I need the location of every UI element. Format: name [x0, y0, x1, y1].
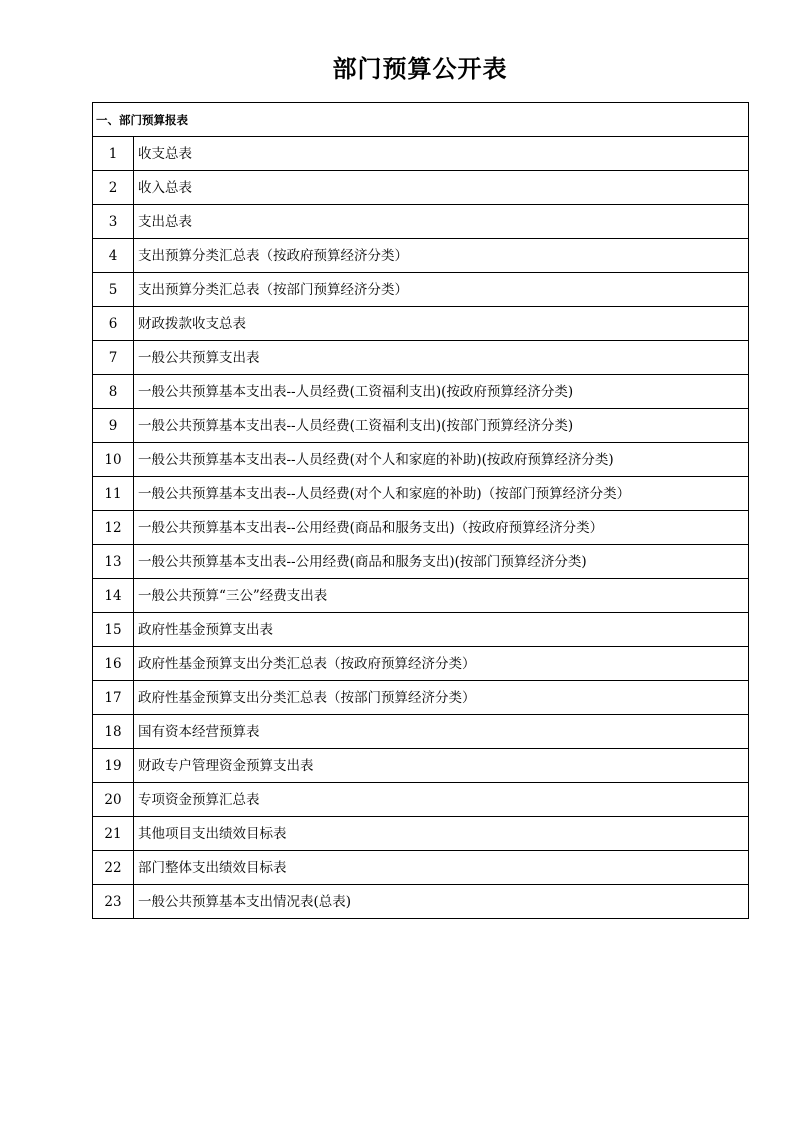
row-number: 9 — [93, 409, 134, 443]
report-catalog-body — [93, 103, 749, 919]
row-number: 16 — [93, 647, 134, 681]
row-number: 6 — [93, 307, 134, 341]
row-number: 13 — [93, 545, 134, 579]
report-name: 一般公共预算基本支出表--人员经费(工资福利支出)(按政府预算经济分类) — [134, 375, 749, 409]
table-row — [93, 545, 749, 579]
row-number: 4 — [93, 239, 134, 273]
report-name: 一般公共预算“三公”经费支出表 — [134, 579, 749, 613]
row-number: 3 — [93, 205, 134, 239]
section-header-row — [93, 103, 749, 137]
table-row — [93, 817, 749, 851]
row-number: 1 — [93, 137, 134, 171]
report-name: 支出预算分类汇总表（按政府预算经济分类） — [134, 239, 749, 273]
report-name: 其他项目支出绩效目标表 — [134, 817, 749, 851]
table-row — [93, 239, 749, 273]
row-number: 18 — [93, 715, 134, 749]
row-number: 10 — [93, 443, 134, 477]
table-row — [93, 137, 749, 171]
row-number: 2 — [93, 171, 134, 205]
table-row — [93, 273, 749, 307]
report-name: 一般公共预算基本支出表--人员经费(对个人和家庭的补助)(按政府预算经济分类) — [134, 443, 749, 477]
table-row — [93, 511, 749, 545]
report-catalog-table — [92, 102, 749, 919]
report-name: 国有资本经营预算表 — [134, 715, 749, 749]
table-row — [93, 443, 749, 477]
section-label: 一、部门预算报表 — [93, 103, 749, 137]
table-row — [93, 885, 749, 919]
report-name: 一般公共预算支出表 — [134, 341, 749, 375]
table-row — [93, 477, 749, 511]
row-number: 23 — [93, 885, 134, 919]
table-row — [93, 749, 749, 783]
table-row — [93, 715, 749, 749]
report-name: 一般公共预算基本支出表--人员经费(工资福利支出)(按部门预算经济分类) — [134, 409, 749, 443]
table-row — [93, 613, 749, 647]
report-name: 支出总表 — [134, 205, 749, 239]
report-name: 一般公共预算基本支出表--公用经费(商品和服务支出)（按政府预算经济分类） — [134, 511, 749, 545]
report-name: 支出预算分类汇总表（按部门预算经济分类） — [134, 273, 749, 307]
table-row — [93, 681, 749, 715]
row-number: 7 — [93, 341, 134, 375]
report-name: 一般公共预算基本支出表--公用经费(商品和服务支出)(按部门预算经济分类) — [134, 545, 749, 579]
table-row — [93, 205, 749, 239]
report-name: 政府性基金预算支出表 — [134, 613, 749, 647]
report-name: 财政拨款收支总表 — [134, 307, 749, 341]
report-name: 政府性基金预算支出分类汇总表（按政府预算经济分类） — [134, 647, 749, 681]
row-number: 5 — [93, 273, 134, 307]
report-name: 一般公共预算基本支出情况表(总表) — [134, 885, 749, 919]
table-row — [93, 409, 749, 443]
row-number: 17 — [93, 681, 134, 715]
report-name: 部门整体支出绩效目标表 — [134, 851, 749, 885]
row-number: 8 — [93, 375, 134, 409]
row-number: 21 — [93, 817, 134, 851]
report-name: 一般公共预算基本支出表--人员经费(对个人和家庭的补助)（按部门预算经济分类） — [134, 477, 749, 511]
row-number: 14 — [93, 579, 134, 613]
row-number: 15 — [93, 613, 134, 647]
table-row — [93, 783, 749, 817]
report-name: 专项资金预算汇总表 — [134, 783, 749, 817]
table-row — [93, 647, 749, 681]
table-row — [93, 375, 749, 409]
report-name: 财政专户管理资金预算支出表 — [134, 749, 749, 783]
report-name: 收支总表 — [134, 137, 749, 171]
row-number: 12 — [93, 511, 134, 545]
report-name: 收入总表 — [134, 171, 749, 205]
table-row — [93, 851, 749, 885]
row-number: 11 — [93, 477, 134, 511]
table-row — [93, 579, 749, 613]
page-title: 部门预算公开表 — [332, 55, 508, 83]
table-row — [93, 307, 749, 341]
row-number: 19 — [93, 749, 134, 783]
table-row — [93, 341, 749, 375]
table-row — [93, 171, 749, 205]
row-number: 20 — [93, 783, 134, 817]
row-number: 22 — [93, 851, 134, 885]
report-name: 政府性基金预算支出分类汇总表（按部门预算经济分类） — [134, 681, 749, 715]
